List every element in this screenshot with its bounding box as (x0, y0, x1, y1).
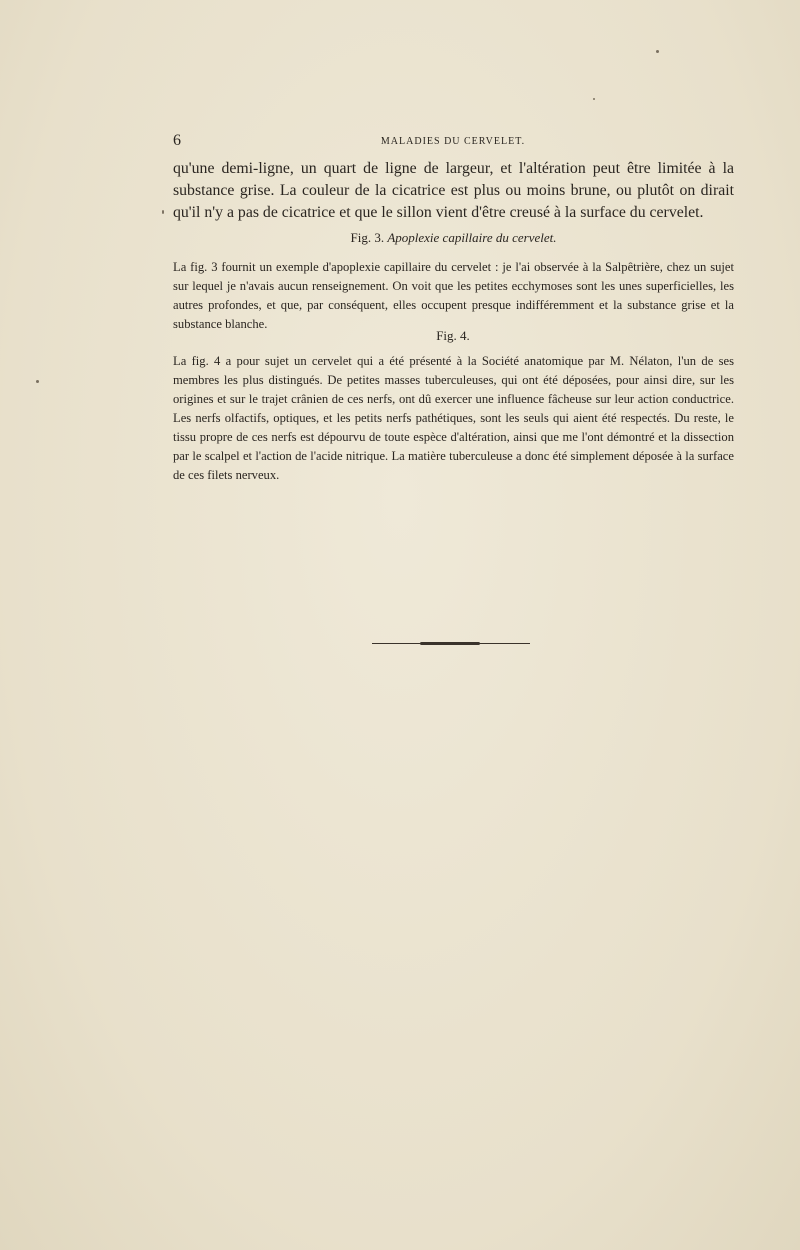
figure-3-title: Apoplexie capillaire du cervelet. (387, 230, 557, 245)
end-rule-ornament (420, 642, 480, 645)
page-header (173, 132, 733, 152)
figure-4-label: Fig. 4. (436, 328, 470, 343)
figure-3-caption (173, 230, 734, 246)
paragraph-continuation: qu'une demi-ligne, un quart de ligne de largeur, et l'altération peut être limitée à la substance grise. La couleur de la cicatrice est plus ou moins brune, ou plutôt on dirait qu'il n'y a pas de cicatrice et que le sillon vient d'être creusé à la surface du cervelet. (173, 160, 734, 221)
figure-3-label: Fig. 3. (350, 230, 385, 245)
paper-speck (162, 210, 164, 214)
paragraph-figure-3: La fig. 3 fournit un exemple d'apoplexie capillaire du cervelet : je l'ai observée à la Salpêtrière, chez un sujet sur lequel je n'avais aucun renseignement. On voit que les petites ecchymoses sont les unes superficielles, les autres profondes, et que, par conséquent, elles occupent presque indifféremment et la substance grise et la substance blanche. (173, 260, 734, 331)
paper-speck (36, 380, 39, 383)
page-number: 6 (173, 132, 181, 149)
figure-4-caption (353, 328, 553, 344)
paper-speck (593, 98, 595, 100)
paper-speck (656, 50, 659, 53)
running-title: MALADIES DU CERVELET. (380, 136, 526, 147)
paragraph-figure-4: La fig. 4 a pour sujet un cervelet qui a été présenté à la Société anatomique par M. Nélaton, l'un de ses membres les plus distingués. De petites masses tuberculeuses, qui ont été déposées, pour ainsi dire, sur les origines et sur le trajet crânien de ces nerfs, ont dû exercer une influence fâcheuse sur leur action conductrice. Les nerfs olfactifs, optiques, et les petits nerfs pathétiques, sont les seuls qui aient été respectés. Du reste, le tissu propre de ces nerfs est dépourvu de toute espèce d'altération, ainsi que me l'ont démontré et la dissection par le scalpel et l'action de l'acide nitrique. La matière tuberculeuse a donc été simplement déposée à la surface de ces filets nerveux. (173, 354, 734, 482)
